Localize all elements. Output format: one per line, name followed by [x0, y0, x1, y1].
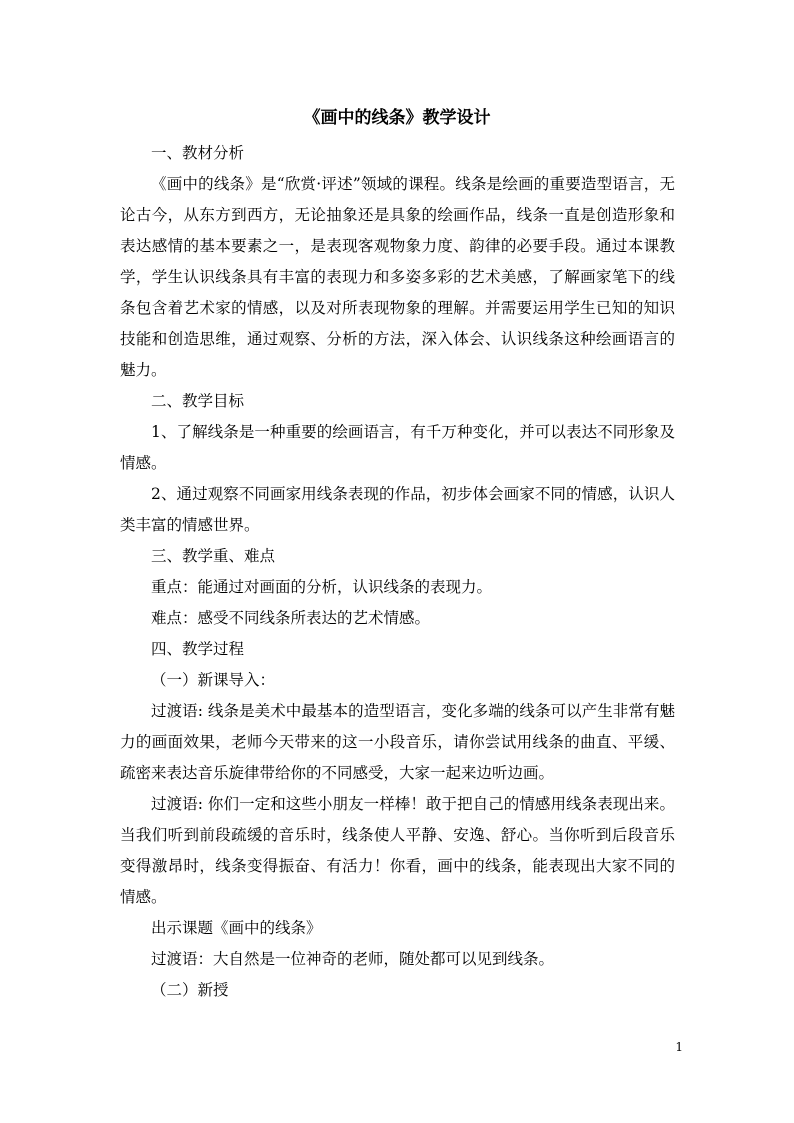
section-heading-goals: 二、教学目标	[151, 392, 245, 410]
difficult-point: 难点：感受不同线条所表达的艺术情感。	[151, 609, 431, 627]
section-heading-process: 四、教学过程	[151, 640, 245, 658]
show-topic-line: 出示课题《画中的线条》	[151, 919, 322, 937]
document-title: 《画中的线条》教学设计	[303, 108, 491, 128]
goal-item-1: 1、了解线条是一种重要的绘画语言，有千万种变化，并可以表达不同形象及情感。	[120, 423, 675, 472]
page-number: 1	[675, 1040, 683, 1054]
section-heading-key-points: 三、教学重、难点	[151, 547, 276, 565]
transition-paragraph-3: 过渡语：大自然是一位神奇的老师，随处都可以见到线条。	[151, 950, 555, 968]
section-heading-analysis: 一、教材分析	[151, 144, 245, 162]
transition-paragraph-1: 过渡语: 线条是美术中最基本的造型语言，变化多端的线条可以产生非常有魅力的画面效果，老师今天带来的这一小段音乐，请你尝试用线条的曲直、平缓、疏密来表达音乐旋律带给你的不同感受，大家一起来边听边画。	[120, 702, 675, 782]
transition-paragraph-2: 过渡语: 你们一定和这些小朋友一样棒！敢于把自己的情感用线条表现出来。当我们听到前段疏缓的音乐时，线条使人平静、安逸、舒心。当你听到后段音乐变得激昂时，线条变得振奋、有活力！你看，画中的线条，能表现出大家不同的情感。	[120, 795, 675, 906]
subheading-intro: （一）新课导入：	[151, 671, 276, 689]
goal-item-2: 2、通过观察不同画家用线条表现的作品，初步体会画家不同的情感，认识人类丰富的情感世界。	[120, 485, 675, 534]
subheading-new-lesson: （二）新授	[151, 981, 229, 999]
key-point: 重点：能通过对画面的分析，认识线条的表现力。	[151, 578, 493, 596]
document-body	[120, 138, 675, 1006]
paragraph-analysis: 《画中的线条》是“欣赏·评述”领域的课程。线条是绘画的重要造型语言，无论古今，从东方到西方，无论抽象还是具象的绘画作品，线条一直是创造形象和表达感情的基本要素之一，是表现客观物象力度、韵律的必要手段。通过本课教学，学生认识线条具有丰富的表现力和多姿多彩的艺术美感，了解画家笔下的线条包含着艺术家的情感，以及对所表现物象的理解。并需要运用学生已知的知识技能和创造思维，通过观察、分析的方法，深入体会、认识线条这种绘画语言的魅力。	[120, 175, 675, 379]
